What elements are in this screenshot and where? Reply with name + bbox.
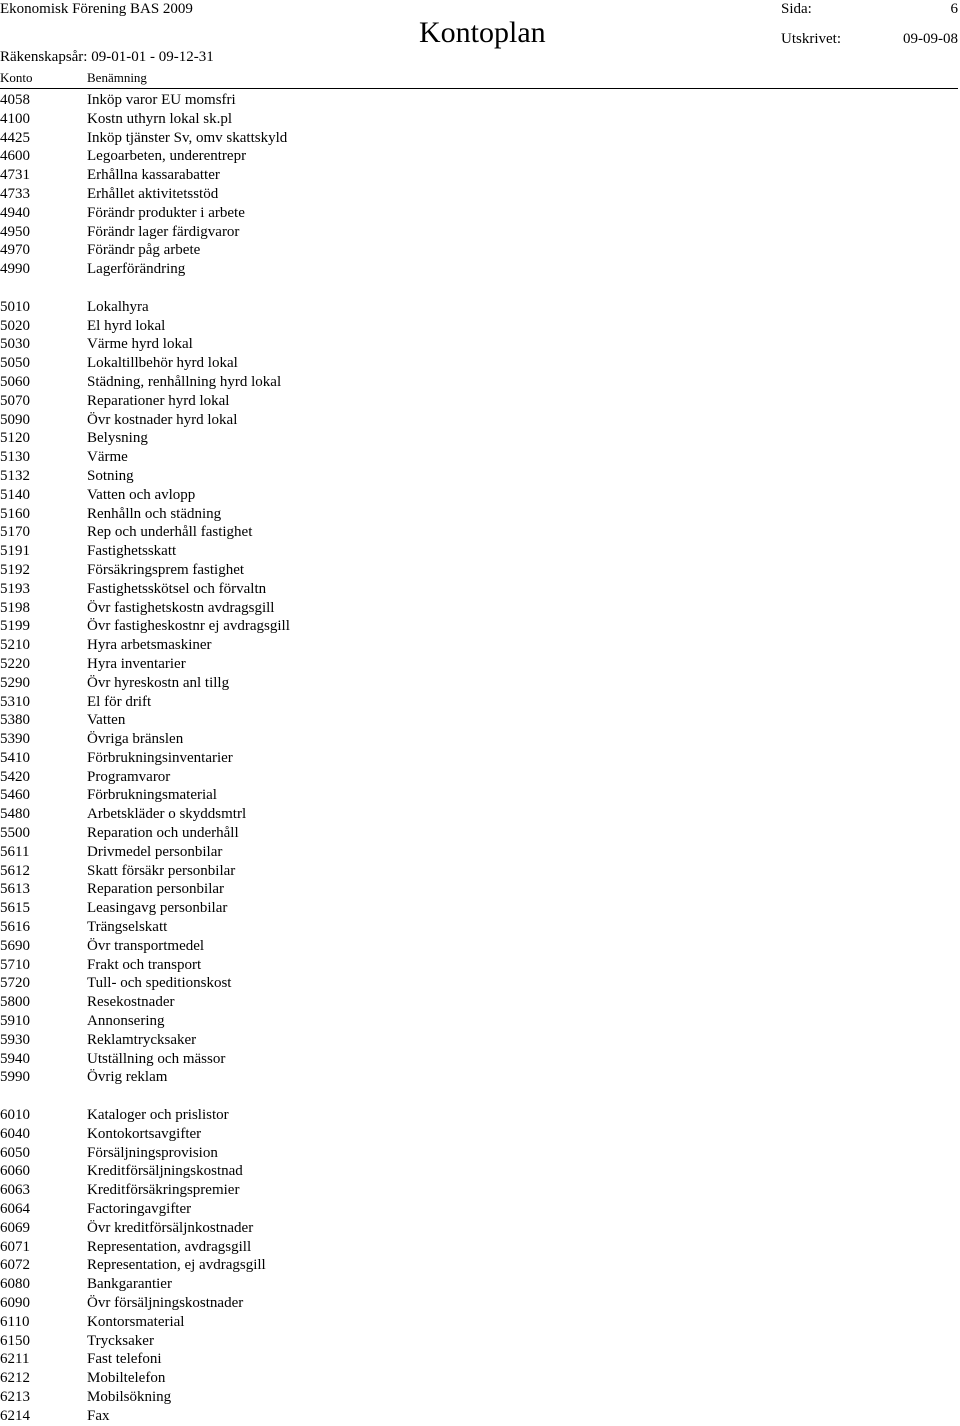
- account-name: Renhålln och städning: [87, 505, 222, 522]
- account-code: 5930: [0, 1031, 30, 1048]
- account-name: Reparation personbilar: [87, 881, 225, 898]
- account-code: 5290: [0, 674, 30, 691]
- account-code: 5198: [0, 599, 30, 616]
- account-code: 6090: [0, 1295, 30, 1311]
- account-name: Fastighetsskötsel och förvaltn: [87, 580, 267, 597]
- account-name: Kontokortsavgifter: [87, 1125, 202, 1142]
- account-code: 5420: [0, 768, 30, 785]
- account-code: 5210: [0, 637, 30, 654]
- account-row: [0, 730, 960, 749]
- account-row: [0, 1275, 960, 1294]
- printed-date: 09-09-08: [903, 31, 958, 47]
- account-name: Drivmedel personbilar: [87, 843, 223, 860]
- account-name: Legoarbeten, underentrepr: [87, 148, 247, 165]
- account-row: [0, 1106, 960, 1125]
- account-code: 6010: [0, 1107, 30, 1124]
- report-title: Kontoplan: [419, 16, 546, 49]
- account-name: Fast telefoni: [87, 1351, 162, 1368]
- account-row: [0, 862, 960, 881]
- account-name: Mobilsökning: [87, 1388, 172, 1405]
- account-code: 5030: [0, 336, 30, 353]
- account-row: [0, 1256, 960, 1275]
- account-code: 4058: [0, 92, 30, 108]
- account-name: Försäljningsprovision: [87, 1144, 218, 1161]
- account-name: Övr hyreskostn anl tillg: [87, 674, 230, 691]
- account-row: [0, 1369, 960, 1388]
- account-code: 4733: [0, 185, 30, 202]
- account-code: 5612: [0, 862, 30, 879]
- account-name: Bankgarantier: [87, 1276, 172, 1293]
- account-code: 5710: [0, 956, 30, 973]
- account-name: Vatten och avlopp: [87, 486, 196, 503]
- account-name: Förändr produkter i arbete: [87, 204, 245, 221]
- account-name: Kontorsmaterial: [87, 1313, 185, 1330]
- account-name: Övr transportmedel: [87, 937, 205, 954]
- account-name: Trängselskatt: [87, 919, 168, 936]
- account-row: [0, 523, 960, 542]
- account-code: 4100: [0, 110, 30, 127]
- account-row: [0, 1144, 960, 1163]
- account-name: Reparation och underhåll: [87, 825, 239, 842]
- column-header-name: Benämning: [87, 70, 147, 85]
- account-row: [0, 542, 960, 561]
- account-name: Representation, ej avdragsgill: [87, 1257, 266, 1274]
- account-row: [0, 655, 960, 674]
- account-name: Factoringavgifter: [87, 1201, 192, 1218]
- account-row: [0, 1238, 960, 1257]
- account-code: 5020: [0, 317, 30, 334]
- account-name: Försäkringsprem fastighet: [87, 561, 245, 578]
- account-name: Övr försäljningskostnader: [87, 1295, 244, 1311]
- account-row: [0, 1407, 960, 1426]
- account-row: [0, 429, 960, 448]
- account-name: Övr fastigheskostnr ej avdragsgill: [87, 618, 290, 635]
- account-name: El för drift: [87, 693, 152, 710]
- account-code: 6213: [0, 1388, 30, 1405]
- account-code: 6069: [0, 1219, 30, 1236]
- account-name: Förbrukningsinventarier: [87, 749, 233, 766]
- account-name: Erhållna kassarabatter: [87, 167, 220, 184]
- account-code: 5990: [0, 1069, 30, 1086]
- account-row: [0, 373, 960, 392]
- account-row: [0, 1350, 960, 1369]
- account-code: 5010: [0, 298, 30, 315]
- account-name: Lokaltillbehör hyrd lokal: [87, 355, 238, 372]
- account-code: 5130: [0, 449, 30, 466]
- account-name: Övr kostnader hyrd lokal: [87, 411, 238, 428]
- account-code: 4425: [0, 129, 30, 146]
- account-name: Trycksaker: [87, 1332, 154, 1349]
- account-name: Förändr påg arbete: [87, 242, 201, 259]
- account-code: 6110: [0, 1313, 30, 1330]
- account-name: Hyra inventarier: [87, 655, 186, 672]
- account-code: 5060: [0, 373, 30, 390]
- account-code: 4950: [0, 223, 30, 240]
- account-name: Övrig reklam: [87, 1069, 168, 1086]
- account-row: [0, 166, 960, 185]
- account-code: 5611: [0, 843, 30, 860]
- fiscal-year: Räkenskapsår: 09-01-01 - 09-12-31: [0, 49, 214, 65]
- account-row: [0, 1162, 960, 1181]
- account-name: Inköp tjänster Sv, omv skattskyld: [87, 129, 288, 146]
- account-code: 6063: [0, 1182, 30, 1199]
- account-code: 5120: [0, 430, 30, 447]
- account-code: 6212: [0, 1370, 30, 1387]
- account-name: Representation, avdragsgill: [87, 1238, 252, 1255]
- account-row: [0, 1012, 960, 1031]
- account-name: Övriga bränslen: [87, 731, 184, 748]
- page-number: 6: [950, 1, 958, 17]
- account-row: [0, 411, 960, 430]
- account-name: Fax: [87, 1407, 110, 1424]
- account-code: 5193: [0, 580, 30, 597]
- account-code: 5050: [0, 355, 30, 372]
- account-code: 6072: [0, 1257, 30, 1274]
- account-name: Skatt försäkr personbilar: [87, 862, 236, 879]
- account-code: 5070: [0, 392, 30, 409]
- account-code: 5192: [0, 561, 30, 578]
- account-row: [0, 1332, 960, 1351]
- account-row: [0, 1200, 960, 1219]
- account-row: [0, 974, 960, 993]
- account-row: [0, 91, 960, 110]
- account-code: 6080: [0, 1276, 30, 1293]
- account-name: Leasingavg personbilar: [87, 900, 228, 917]
- account-code: 5380: [0, 712, 30, 729]
- account-code: 5410: [0, 749, 30, 766]
- account-row: [0, 636, 960, 655]
- account-row: [0, 147, 960, 166]
- account-row: [0, 1031, 960, 1050]
- account-name: Förändr lager färdigvaror: [87, 223, 240, 240]
- account-code: 4600: [0, 148, 30, 165]
- account-row: [0, 1313, 960, 1332]
- account-code: 5720: [0, 975, 30, 992]
- account-row: [0, 129, 960, 148]
- account-row: [0, 1294, 960, 1313]
- account-row: [0, 110, 960, 129]
- account-code: 5140: [0, 486, 30, 503]
- printed-label: Utskrivet:: [781, 31, 841, 47]
- account-row: [0, 580, 960, 599]
- account-name: Tull- och speditionskost: [87, 975, 232, 992]
- account-name: Mobiltelefon: [87, 1370, 166, 1387]
- account-name: Kataloger och prislistor: [87, 1107, 229, 1124]
- account-code: 5160: [0, 505, 30, 522]
- account-row: [0, 317, 960, 336]
- account-name: Övr kreditförsäljnkostnader: [87, 1219, 254, 1236]
- account-name: Fastighetsskatt: [87, 543, 177, 560]
- account-row: [0, 617, 960, 636]
- account-code: 5460: [0, 787, 30, 804]
- account-name: Vatten: [87, 712, 126, 729]
- account-row: [0, 786, 960, 805]
- account-code: 5910: [0, 1013, 30, 1030]
- account-code: 5132: [0, 467, 30, 484]
- account-name: Kreditförsäkringspremier: [87, 1182, 240, 1199]
- account-code: 4731: [0, 167, 30, 184]
- account-row: [0, 1050, 960, 1069]
- account-name: Resekostnader: [87, 994, 175, 1011]
- account-name: Värme: [87, 449, 128, 466]
- account-code: 5220: [0, 655, 30, 672]
- account-code: 5940: [0, 1050, 30, 1067]
- account-row: [0, 693, 960, 712]
- account-code: 6150: [0, 1332, 30, 1349]
- account-name: Övr fastighetskostn avdragsgill: [87, 599, 275, 616]
- account-code: 5090: [0, 411, 30, 428]
- account-row: [0, 354, 960, 373]
- account-code: 5615: [0, 900, 30, 917]
- account-row: [0, 880, 960, 899]
- account-name: Sotning: [87, 467, 134, 484]
- account-row: [0, 223, 960, 242]
- account-row: [0, 599, 960, 618]
- account-row: [0, 1125, 960, 1144]
- header-divider: [0, 88, 958, 89]
- account-code: 5616: [0, 919, 30, 936]
- account-row: [0, 486, 960, 505]
- account-name: Frakt och transport: [87, 956, 202, 973]
- account-code: 5170: [0, 524, 30, 541]
- account-code: 4940: [0, 204, 30, 221]
- account-name: El hyrd lokal: [87, 317, 166, 334]
- account-row: [0, 561, 960, 580]
- account-row: [0, 505, 960, 524]
- account-row: [0, 185, 960, 204]
- account-row: [0, 824, 960, 843]
- account-code: 6211: [0, 1351, 30, 1368]
- account-name: Programvaror: [87, 768, 171, 785]
- account-code: 6064: [0, 1201, 30, 1218]
- account-name: Reklamtrycksaker: [87, 1031, 197, 1048]
- account-row: [0, 335, 960, 354]
- account-row: [0, 1219, 960, 1238]
- account-row: [0, 956, 960, 975]
- account-row: [0, 768, 960, 787]
- account-row: [0, 241, 960, 260]
- organization-name: Ekonomisk Förening BAS 2009: [0, 1, 193, 17]
- account-name: Annonsering: [87, 1013, 165, 1030]
- account-name: Lagerförändring: [87, 261, 186, 278]
- account-name: Reparationer hyrd lokal: [87, 392, 230, 409]
- account-row: [0, 467, 960, 486]
- account-row: [0, 805, 960, 824]
- account-list: [0, 91, 960, 1426]
- account-row: [0, 448, 960, 467]
- account-row: [0, 1181, 960, 1200]
- account-row: [0, 918, 960, 937]
- account-name: Utställning och mässor: [87, 1050, 226, 1067]
- page-label: Sida:: [781, 1, 812, 17]
- account-name: Arbetskläder o skyddsmtrl: [87, 806, 247, 823]
- account-code: 6071: [0, 1238, 30, 1255]
- account-name: Städning, renhållning hyrd lokal: [87, 373, 282, 390]
- account-row: [0, 1068, 960, 1087]
- account-row: [0, 1388, 960, 1407]
- account-code: 6060: [0, 1163, 30, 1180]
- account-name: Rep och underhåll fastighet: [87, 524, 253, 541]
- account-code: 4990: [0, 261, 30, 278]
- account-row: [0, 711, 960, 730]
- account-row: [0, 937, 960, 956]
- account-name: Inköp varor EU momsfri: [87, 92, 236, 108]
- account-name: Hyra arbetsmaskiner: [87, 637, 212, 654]
- account-code: 5310: [0, 693, 30, 710]
- account-code: 5690: [0, 937, 30, 954]
- account-row: [0, 298, 960, 317]
- account-name: Värme hyrd lokal: [87, 336, 193, 353]
- account-name: Kreditförsäljningskostnad: [87, 1163, 243, 1180]
- account-row: [0, 749, 960, 768]
- account-row: [0, 674, 960, 693]
- account-row: [0, 392, 960, 411]
- account-row: [0, 260, 960, 279]
- column-header-account: Konto: [0, 70, 33, 85]
- account-code: 6050: [0, 1144, 30, 1161]
- account-code: 6040: [0, 1125, 30, 1142]
- account-code: 5191: [0, 543, 30, 560]
- account-row: [0, 843, 960, 862]
- account-code: 5199: [0, 618, 30, 635]
- account-code: 5480: [0, 806, 30, 823]
- account-row: [0, 899, 960, 918]
- account-code: 5613: [0, 881, 30, 898]
- account-row: [0, 993, 960, 1012]
- account-code: 4970: [0, 242, 30, 259]
- account-code: 6214: [0, 1407, 30, 1424]
- account-code: 5500: [0, 825, 30, 842]
- account-name: Kostn uthyrn lokal sk.pl: [87, 110, 232, 127]
- account-row: [0, 204, 960, 223]
- account-name: Belysning: [87, 430, 148, 447]
- account-code: 5800: [0, 994, 30, 1011]
- account-name: Förbrukningsmaterial: [87, 787, 217, 804]
- account-name: Lokalhyra: [87, 298, 149, 315]
- account-name: Erhållet aktivitetsstöd: [87, 185, 219, 202]
- account-code: 5390: [0, 731, 30, 748]
